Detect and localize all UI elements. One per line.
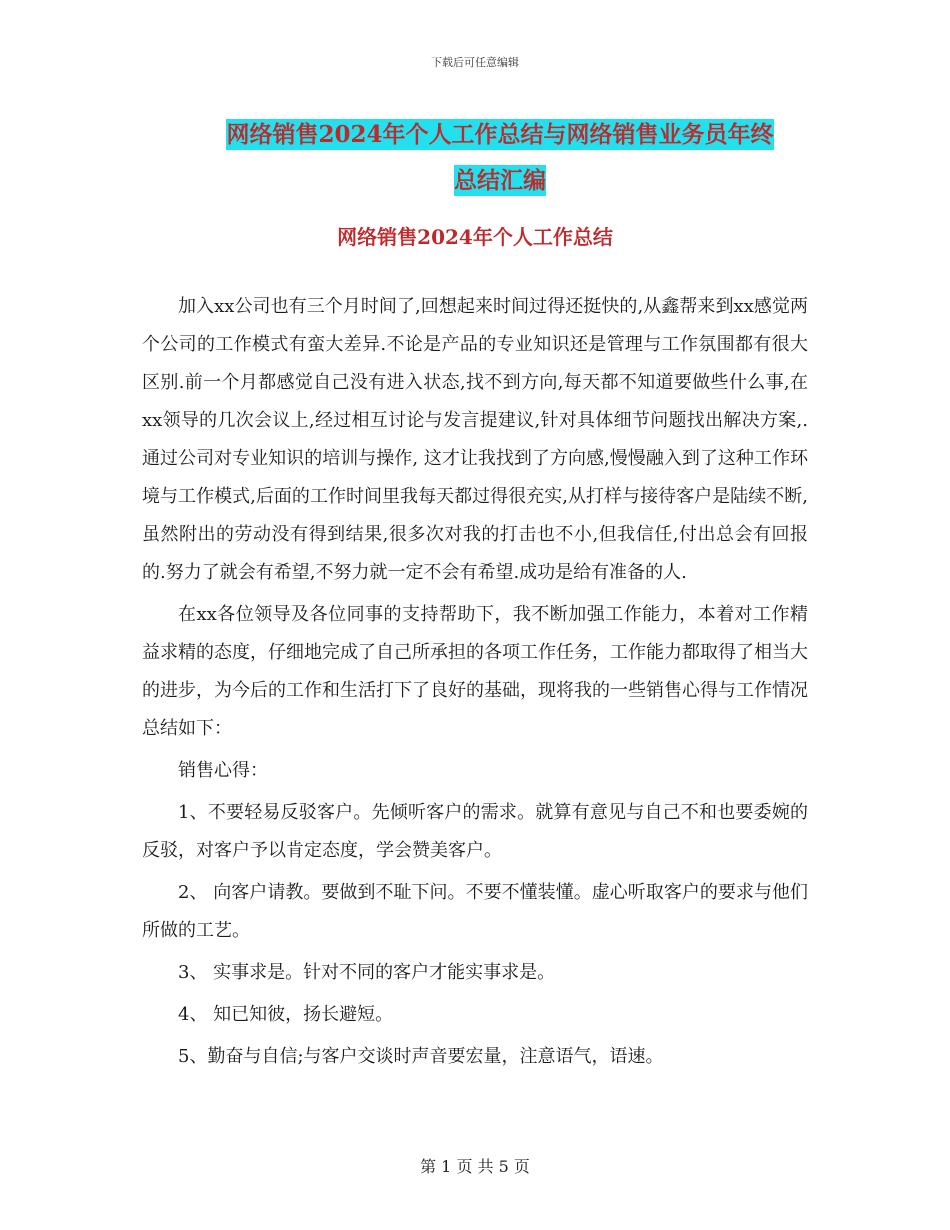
document-title-line1: 网络销售2024年个人工作总结与网络销售业务员年终 [226,121,774,148]
paragraph-summary: 在xx各位领导及各位同事的支持帮助下，我不断加强工作能力，本着对工作精益求精的态度，仔细地完成了自己所承担的各项工作任务，工作能力都取得了相当大的进步，为今后的工作和生活打下了良好的基础，现将我的一些销售心得与工作情况总结如下： [142,604,808,739]
list-item-1: 1、不要轻易反驳客户。先倾听客户的需求。就算有意见与自己不和也要委婉的反驳，对客户予以肯定态度，学会赞美客户。 [142,802,808,861]
paragraph-heading-sales-insights: 销售心得： [178,760,268,781]
list-item-2: 2、 向客户请教。要做到不耻下问。不要不懂装懂。虚心听取客户的要求与他们所做的工艺。 [142,882,808,941]
paragraph-intro: 加入xx公司也有三个月时间了,回想起来时间过得还挺快的,从鑫帮来到xx感觉两个公司的工作模式有蛮大差异.不论是产品的专业知识还是管理与工作氛围都有很大区别.前一个月都感觉自己没有进入状态,找不到方向,每天都不知道要做些什么事,在xx领导的几次会议上,经过相互讨论与发言提建议,针对具体细节问题找出解决方案,.通过公司对专业知识的培训与操作, 这才让我找到了方向感,慢慢融入到了这种工作环境与工作模式,后面的工作时间里我每天都过得很充实,从打样与接待客户是陆续不断,虽然附出的劳动没有得到结果,很多次对我的打击也不小,但我信任,付出总会有回报的.努力了就会有希望,不努力就一定不会有希望.成功是给有准备的人. [142,296,808,583]
list-item-3: 3、 实事求是。针对不同的客户才能实事求是。 [178,962,556,983]
list-item-5: 5、勤奋与自信;与客户交谈时声音要宏量，注意语气，语速。 [178,1046,664,1067]
header-note: 下载后可任意编辑 [431,56,519,69]
document-title-line2: 总结汇编 [454,167,546,194]
page-footer: 第 1 页 共 5 页 [420,1157,530,1176]
section-title: 网络销售2024年个人工作总结 [337,225,613,249]
document-body [142,288,808,1076]
document-title [140,112,860,204]
list-item-4: 4、 知已知彼，扬长避短。 [178,1004,394,1025]
